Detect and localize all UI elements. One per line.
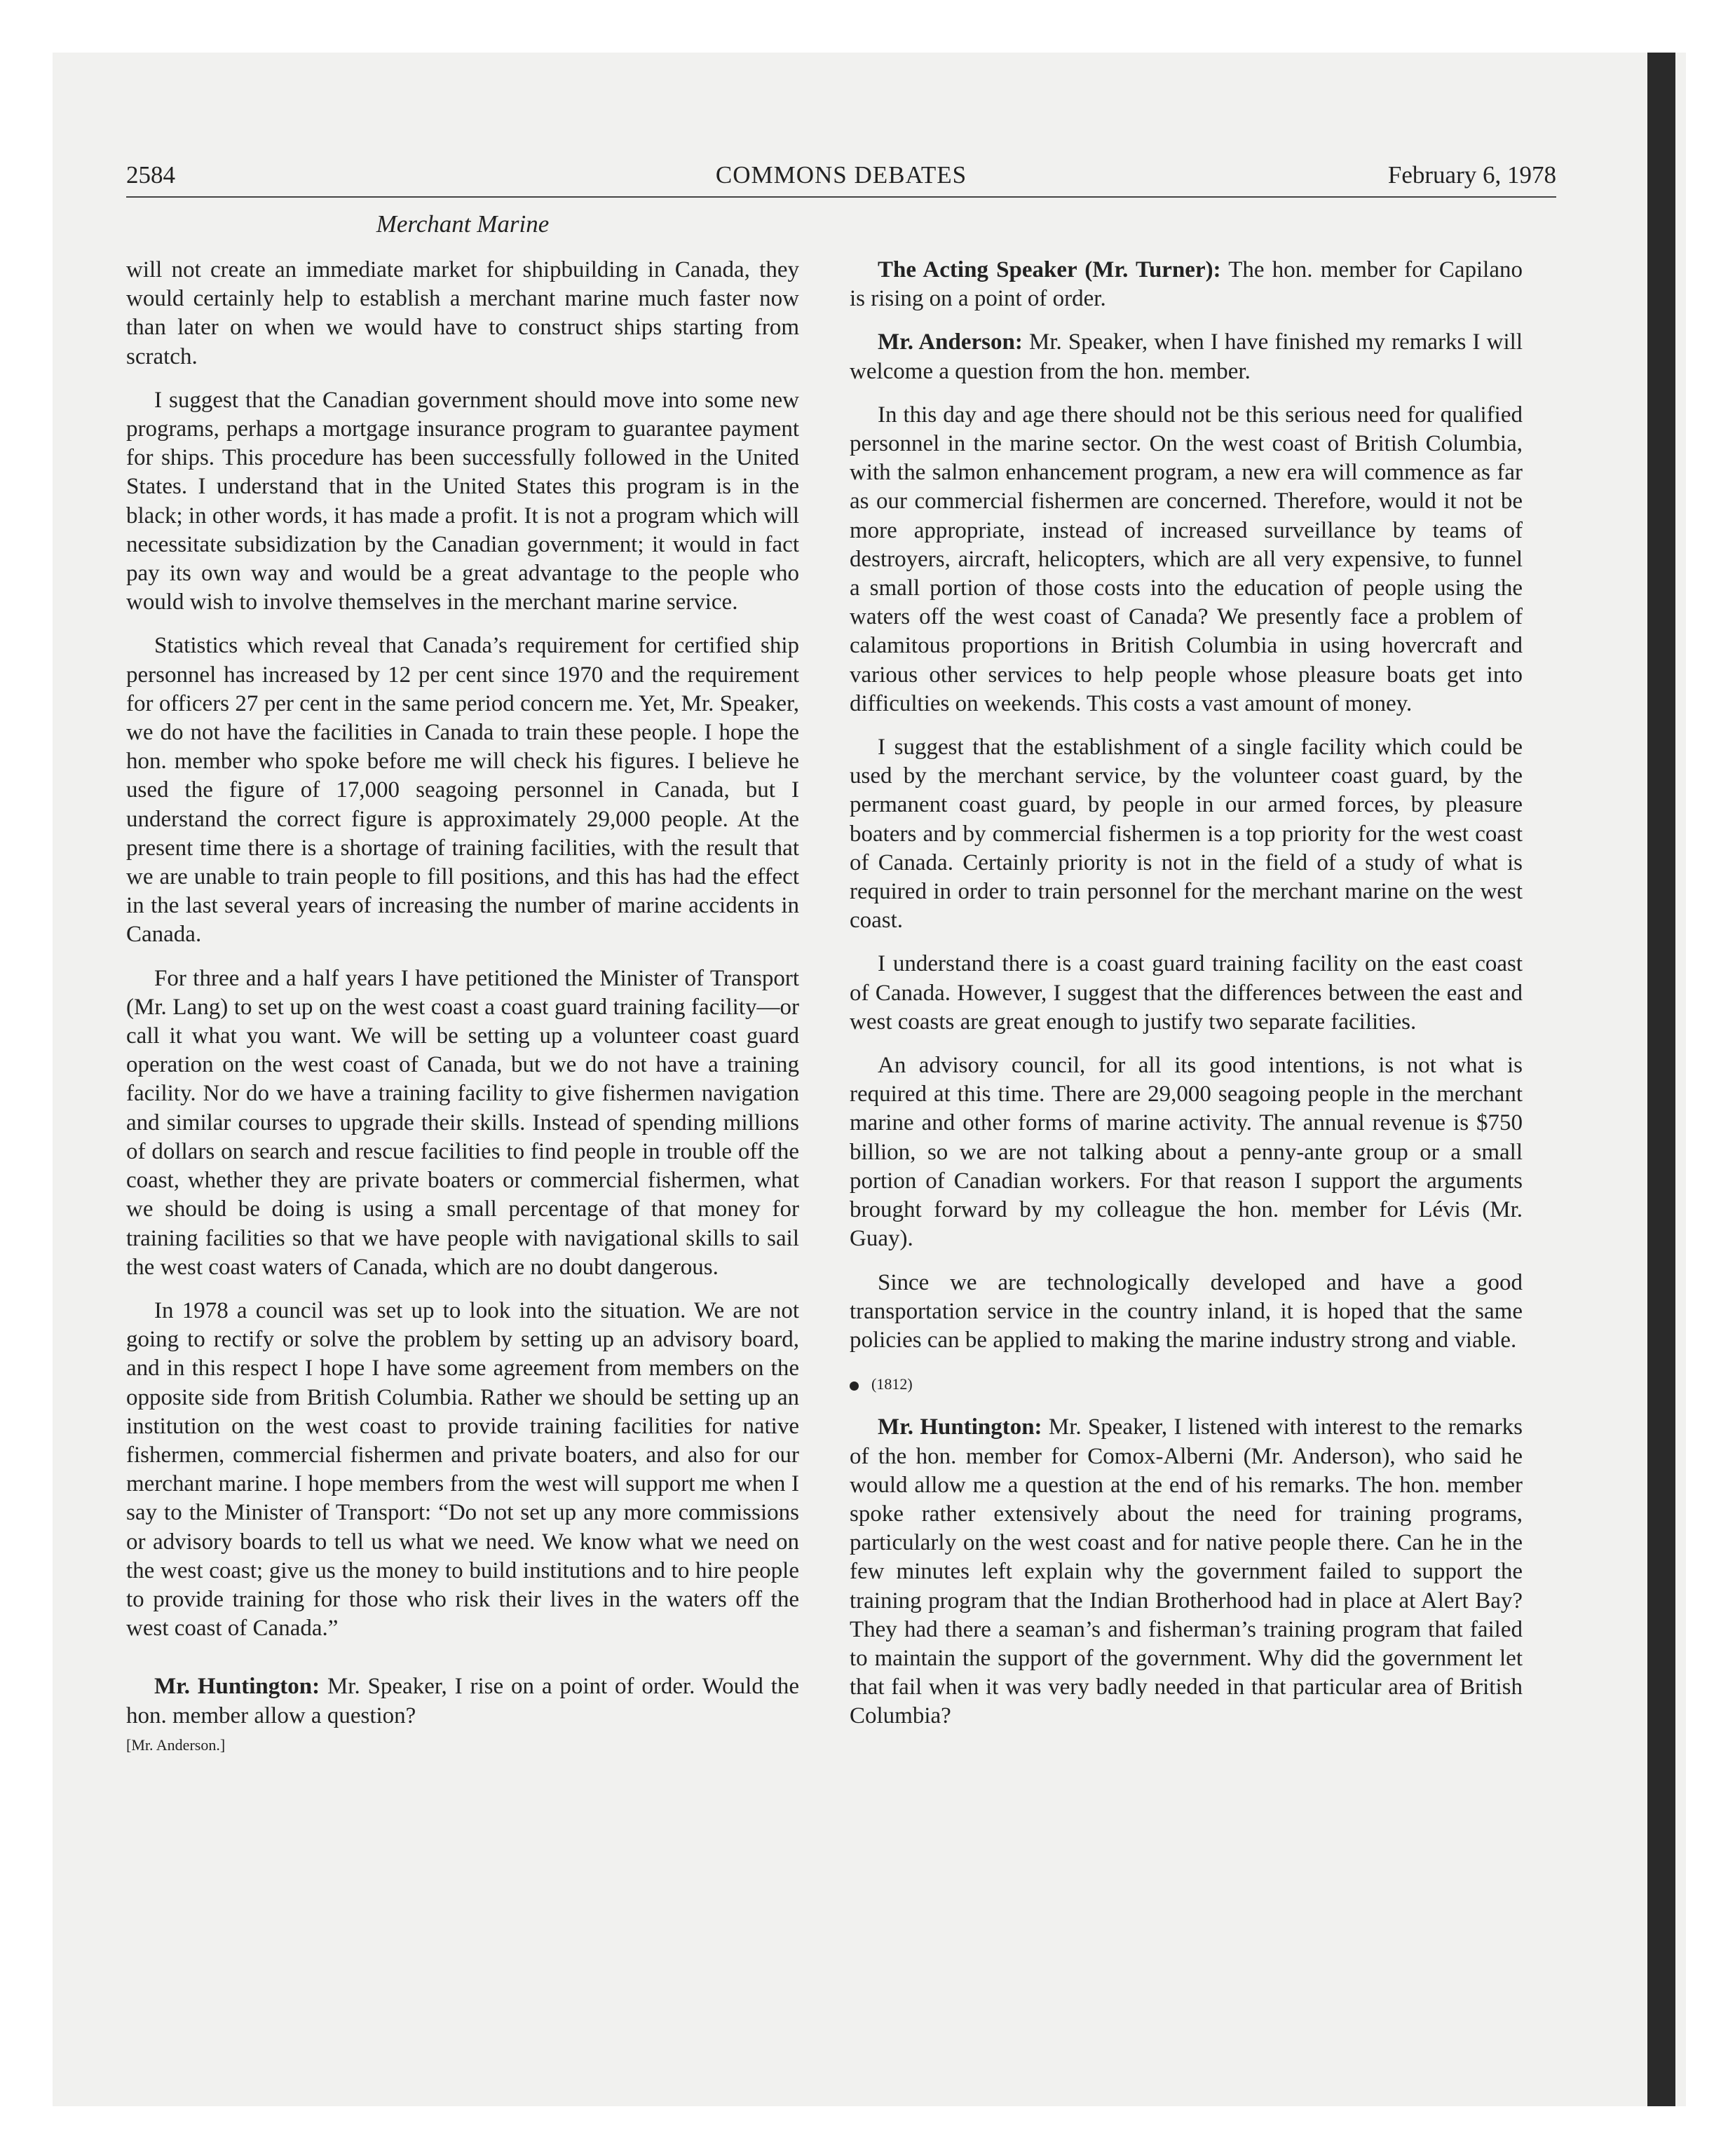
paragraph-text: In this day and age there should not be this serious need for qualified personnel in the marine sector. On the west coast of British Columbia, with the salmon enhancement program, a new era will commence as far as our commercial fishermen are concerned. Therefore, would it not be more appropriate, instead of increased surveillance by teams of destroyers, aircraft, helicopters, which are all very expensive, to funnel a small portion of those costs into the education of people using the waters off the west coast of Canada? We presently face a problem of calamitous proportions in British Columbia in using hovercraft and various other services to help people whose pleasure boats get into difficulties on weekends. This costs a vast amount of money. — [850, 402, 1523, 716]
paragraph-text: Since we are technologically developed and have a good transportation service in the country inland, it is hoped that the same policies can be applied to making the marine industry strong and viable. — [850, 1269, 1523, 1353]
binding-spine — [1647, 53, 1675, 2106]
paragraph — [126, 256, 799, 371]
paragraph — [126, 1297, 799, 1643]
footnote: [Mr. Anderson.] — [126, 1735, 226, 1754]
paragraph — [126, 386, 799, 618]
running-header — [126, 161, 1556, 198]
paragraph — [850, 256, 1523, 313]
paragraph — [850, 328, 1523, 386]
paragraph-text: will not create an immediate market for shipbuilding in Canada, they would certainly help to establish a merchant marine much faster now than later on when we would have to construct ships starting from scratch. — [126, 257, 799, 369]
document-page — [126, 161, 1556, 1754]
paragraph — [126, 632, 799, 949]
publication-title: COMMONS DEBATES — [715, 161, 967, 189]
time-marker — [850, 1370, 1523, 1398]
paragraph — [850, 950, 1523, 1037]
paragraph-text: I suggest that the Canadian government should move into some new programs, perhaps a mortgage insurance program to guarantee payment for ships. This procedure has been successfully followed in the United States. I understand that in the United States this program is in the black; in other words, it has made a profit. It is not a program which will necessitate subsidization by the Canadian government; it would in fact pay its own way and would be a great advantage to the people who would wish to involve themselves in the merchant marine service. — [126, 387, 799, 615]
publication-date: February 6, 1978 — [1387, 161, 1556, 189]
paragraph-text: In 1978 a council was set up to look into the situation. We are not going to rectify or solve the problem by setting up an advisory board, and in this respect I hope I have some agreement from members on the opposite side from British Columbia. Rather we should be setting up an institution on the west coast to provide training facilities for native fishermen, commercial fishermen and private boaters, and also for our merchant marine. I hope members from the west will support me when I say to the Minister of Transport: “Do not set up any more commissions or advisory boards to tell us what we need. We know what we need on the west coast; give us the money to build institutions and to hire people to provide training for those who risk their lives in the waters off the west coast of Canada.” — [126, 1297, 799, 1642]
paragraph-text: I understand there is a coast guard training facility on the east coast of Canada. However, I suggest that the differences between the east and west coasts are great enough to justify two separate facilities. — [850, 951, 1523, 1035]
paragraph-text: The hon. member for Capilano is rising on a point of order. — [850, 257, 1523, 312]
paragraph-text: Mr. Speaker, when I have finished my remarks I will welcome a question from the hon. member. — [850, 329, 1523, 384]
paragraph — [850, 733, 1523, 935]
paragraph — [126, 964, 799, 1282]
speaker-name: Mr. Huntington: — [878, 1414, 1042, 1440]
time-marker-text: (1812) — [871, 1375, 913, 1393]
right-column — [850, 256, 1523, 1746]
paragraph — [850, 1051, 1523, 1253]
paragraph — [126, 1672, 799, 1730]
left-column — [126, 256, 799, 1774]
section-title: Merchant Marine — [376, 210, 550, 238]
paragraph-text: Statistics which reveal that Canada’s requirement for certified ship personnel has increased by 12 per cent since 1970 and the requirement for officers 27 per cent in the same period concern me. Yet, Mr. Speaker, we do not have the facilities in Canada to train these people. I hope the hon. member who spoke before me will check his figures. I believe he used the figure of 17,000 seagoing personnel in Canada, but I understand the correct figure is approximately 29,000 people. At the present time there is a shortage of training facilities, with the result that we are unable to train people to fill positions, and this has had the effect in the last several years of increasing the number of marine accidents in Canada. — [126, 633, 799, 948]
paragraph — [850, 401, 1523, 718]
paragraph — [850, 1269, 1523, 1356]
bullet-dot-icon — [850, 1381, 859, 1391]
speaker-name: Mr. Huntington: — [154, 1674, 320, 1700]
paragraph — [850, 1413, 1523, 1731]
paragraph-text: Mr. Speaker, I rise on a point of order. Would the hon. member allow a question? — [126, 1674, 800, 1728]
paragraph-text: Mr. Speaker, I listened with interest to the remarks of the hon. member for Comox-Alberni (Mr. Anderson), who said he would allow me a question at the end of his remarks. The hon. member spoke rather extensively about the need for training programs, particularly on the west coast and for native people there. Can he in the few minutes left explain why the government failed to support the training program that the Indian Brotherhood had in place at Alert Bay? They had there a seaman’s and fisherman’s training program that failed to maintain the support of the government. Why did the government let that fail when it was very badly needed in that particular area of British Columbia? — [850, 1414, 1523, 1729]
paragraph-text: I suggest that the establishment of a single facility which could be used by the merchant service, by the volunteer coast guard, by the permanent coast guard, by people in our armed forces, by pleasure boaters and by commercial fishermen is a top priority for the west coast of Canada. Certainly priority is not in the field of a study of what is required in order to train personnel for the merchant marine on the west coast. — [850, 735, 1523, 934]
page-number: 2584 — [126, 161, 175, 189]
speaker-name: Mr. Anderson: — [878, 329, 1023, 355]
paragraph-text: For three and a half years I have petitioned the Minister of Transport (Mr. Lang) to set up on the west coast a coast guard training facility—or call it what you want. We will be setting up a volunteer coast guard operation on the west coast of Canada, but we do not have a training facility. Nor do we have a training facility to give fishermen navigation and similar courses to upgrade their skills. Instead of spending millions of dollars on search and rescue facilities to find people in trouble off the coast, whether they are private boaters or commercial fishermen, what we should be doing is using a small percentage of that money for training facilities so that we have people with navigational skills to sail the west coast waters of Canada, which are no doubt dangerous. — [126, 965, 799, 1280]
speaker-name: The Acting Speaker (Mr. Turner): — [878, 257, 1221, 282]
paragraph-text: An advisory council, for all its good intentions, is not what is required at this time. There are 29,000 seagoing people in the merchant marine and other forms of marine activity. The annual revenue is $750 billion, so we are not talking about a penny-ante group or a small portion of Canadian workers. For that reason I support the arguments brought forward by my colleague the hon. member for Lévis (Mr. Guay). — [850, 1053, 1523, 1252]
